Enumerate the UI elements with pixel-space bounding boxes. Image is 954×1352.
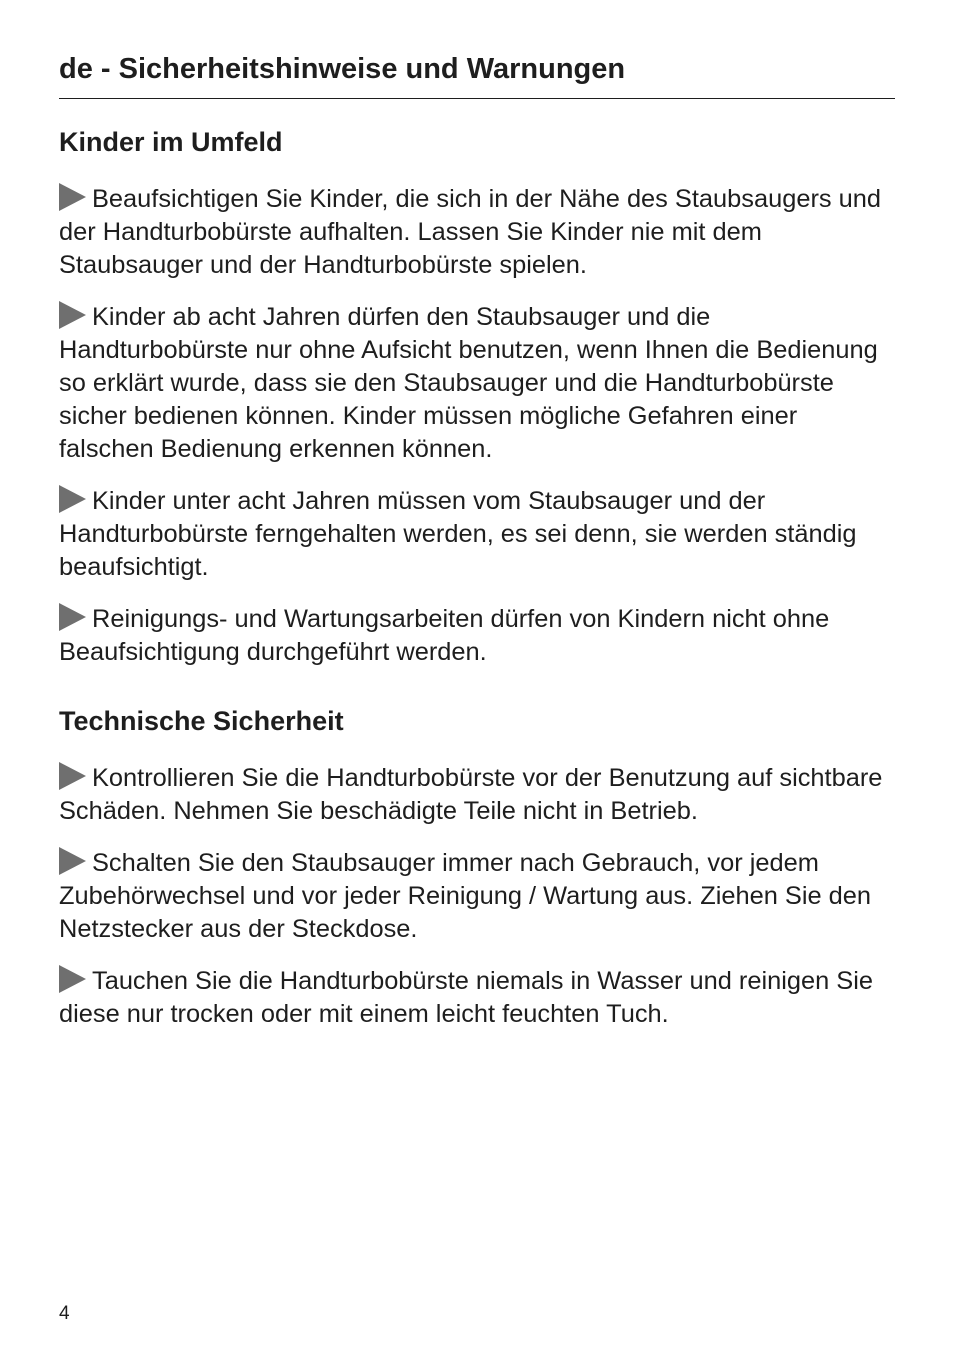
warning-item	[59, 301, 895, 466]
section-children	[59, 125, 895, 669]
warning-text: Kontrollieren Sie die Handturbobürste vor der Benutzung auf sichtbare Schäden. Nehmen Sie beschädigte Teile nicht in Betrieb.	[59, 764, 883, 825]
warning-list-children	[59, 183, 895, 669]
triangle-bullet-icon	[59, 603, 86, 631]
warning-text: Beaufsichtigen Sie Kinder, die sich in der Nähe des Staubsaugers und der Handturbobürste aufhalten. Lassen Sie Kinder nie mit dem Staubsauger und der Handturbobürste spielen.	[59, 185, 882, 279]
warning-item	[59, 762, 895, 828]
warning-text: Tauchen Sie die Handturbobürste niemals in Wasser und reinigen Sie diese nur trocken oder mit einem leicht feuchten Tuch.	[59, 967, 873, 1028]
triangle-bullet-icon	[59, 183, 86, 211]
warning-text: Kinder ab acht Jahren dürfen den Staubsauger und die Handturbobürste nur ohne Aufsicht benutzen, wenn Ihnen die Bedienung so erklärt wurde, dass sie den Staubsauger und die Handturbobürste sicher bedienen können. Kinder müssen mögliche Gefahren einer falschen Bedienung erkennen können.	[59, 303, 878, 463]
warning-text: Schalten Sie den Staubsauger immer nach Gebrauch, vor jedem Zubehörwechsel und vor jeder Reinigung / Wartung aus. Ziehen Sie den Netzstecker aus der Steckdose.	[59, 849, 872, 943]
triangle-bullet-icon	[59, 301, 86, 329]
warning-item	[59, 485, 895, 584]
warning-text: Kinder unter acht Jahren müssen vom Staubsauger und der Handturbobürste ferngehalten werden, es sei denn, sie werden ständig beaufsichtigt.	[59, 487, 857, 581]
warning-text: Reinigungs- und Wartungsarbeiten dürfen von Kindern nicht ohne Beaufsichtigung durchgeführt werden.	[59, 605, 830, 666]
page-title: de - Sicherheitshinweise und Warnungen	[59, 53, 626, 85]
triangle-bullet-icon	[59, 847, 86, 875]
page-header	[59, 50, 895, 99]
section-heading-technical-safety: Technische Sicherheit	[59, 706, 344, 736]
warning-item	[59, 603, 895, 669]
warning-item	[59, 965, 895, 1031]
warning-item	[59, 847, 895, 946]
warning-list-technical-safety	[59, 762, 895, 1031]
section-heading-children: Kinder im Umfeld	[59, 127, 283, 157]
page-number: 4	[59, 1303, 70, 1324]
triangle-bullet-icon	[59, 762, 86, 790]
warning-item	[59, 183, 895, 282]
triangle-bullet-icon	[59, 965, 86, 993]
section-technical-safety	[59, 704, 895, 1031]
document-page	[59, 0, 895, 1031]
triangle-bullet-icon	[59, 485, 86, 513]
